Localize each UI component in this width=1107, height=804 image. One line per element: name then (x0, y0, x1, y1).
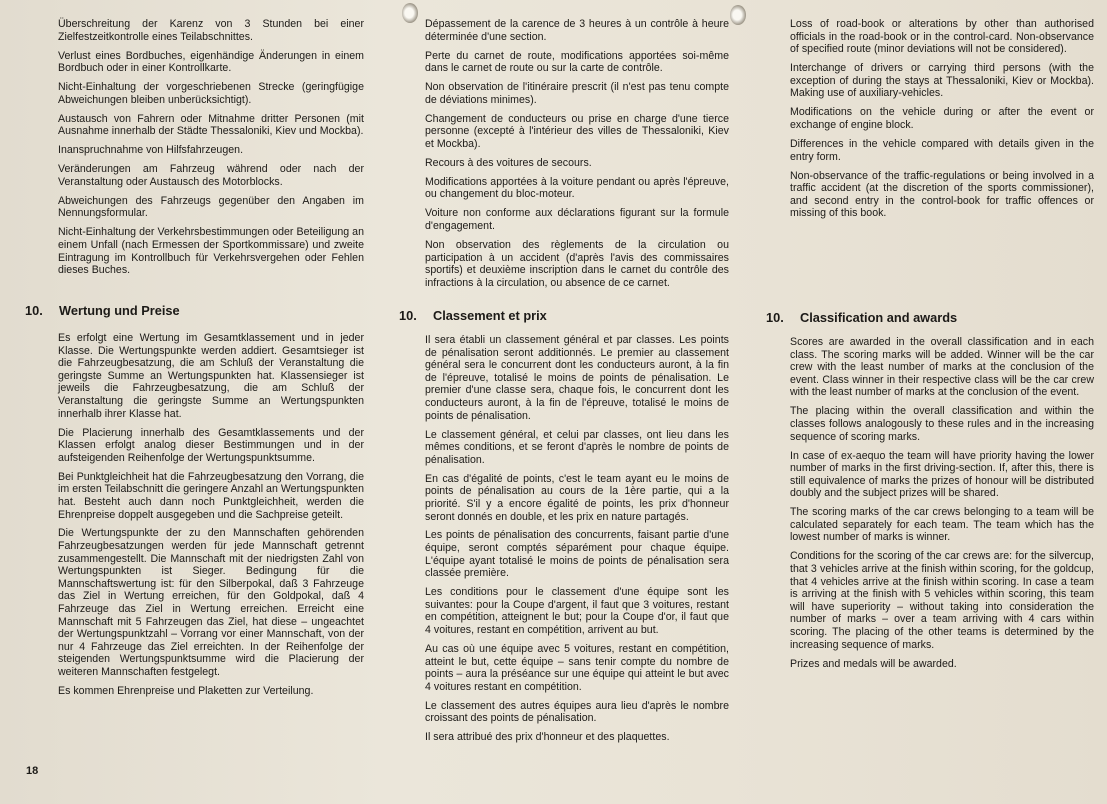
german-paragraph: Verlust eines Bordbuches, eigenhändige Änderungen in einem Bordbuch oder in einer Kontrollkarte. (58, 49, 364, 75)
french-paragraph: Dépassement de la carence de 3 heures à un contrôle à heure déterminée d'une section. (425, 18, 729, 43)
english-paragraph: Interchange of drivers or carrying third persons (with the exception of during the stays at Thessaloniki, Kiev or Mockba). Making use of auxiliary-vehicles. (790, 62, 1094, 100)
section-title: Wertung und Preise (59, 303, 180, 318)
german-body-column (58, 332, 364, 704)
english-intro-column (790, 18, 1094, 226)
french-paragraph: Le classement des autres équipes aura lieu d'après le nombre croissant des points de pénalisation. (425, 699, 729, 725)
english-paragraph: The placing within the overall classification and within the classes follows analogously to these rules and in the increasing sequence of scoring marks. (790, 405, 1094, 443)
english-paragraph: Prizes and medals will be awarded. (790, 657, 957, 670)
german-section-heading (25, 303, 180, 318)
french-section-heading (399, 308, 547, 323)
section-title: Classement et prix (433, 308, 547, 323)
german-intro-column (58, 18, 364, 283)
german-paragraph: Bei Punktgleichheit hat die Fahrzeugbesatzung den Vorrang, die im ersten Teilabschnitt die geringere Anzahl an Wertungspunkten hat. Besteht auch dann noch Punktgleichheit, werden die Ehrenpreise doppelt ausgegeben und die Sachpreise geteilt. (58, 470, 364, 521)
english-paragraph: Modifications on the vehicle during or after the event or exchange of engine block. (790, 106, 1094, 131)
german-paragraph: Es kommen Ehrenpreise und Plaketten zur Verteilung. (58, 685, 314, 697)
french-paragraph: Le classement général, et celui par classes, ont lieu dans les mêmes conditions, et se feront d'après le nombre de points de pénalisation. (425, 428, 729, 466)
german-paragraph: Abweichungen des Fahrzeugs gegenüber den Angaben im Nennungsformular. (58, 194, 364, 220)
french-paragraph: Perte du carnet de route, modifications apportées soi-même dans le carnet de route ou sur la carte de contrôle. (425, 49, 729, 75)
french-paragraph: Il sera attribué des prix d'honneur et des plaquettes. (425, 731, 670, 744)
section-number: 10. (399, 308, 417, 323)
english-paragraph: Non-observance of the traffic-regulations or being involved in a traffic accident (at the discretion of the sports commissioner), and second entry in the control-book for traffic offences or missing of this book. (790, 169, 1094, 220)
english-paragraph: In case of ex-aequo the team will have priority having the lower number of marks in the first driving-section. If, after this, there is still equivalence of marks the prizes of honour will be distributed doubly and the subject prizes will be shared. (790, 449, 1094, 500)
section-number: 10. (766, 310, 784, 325)
french-paragraph: Les conditions pour le classement d'une équipe sont les suivantes: pour la Coupe d'argent, il faut que 3 voitures, restant en compétition, atteignent le but; pour la Coupe d'or, il faut que 4 voitures, restant en compétition, arrivent au but. (425, 586, 729, 637)
french-paragraph: Les points de pénalisation des concurrents, faisant partie d'une équipe, seront comptés séparément pour chaque équipe. L'équipe ayant totalisé le moins de points de pénalisation sera classée première. (425, 529, 729, 580)
english-section-heading (766, 310, 957, 325)
english-paragraph: Differences in the vehicle compared with details given in the entry form. (790, 137, 1094, 163)
french-paragraph: Non observation des règlements de la circulation ou participation à un accident (d'après l'avis des commissaires sportifs) et deuxième inscription dans le carnet du contrôle des infractions à la circulation, ou absence de ce carnet. (425, 239, 729, 289)
english-paragraph: Conditions for the scoring of the car crews are: for the silvercup, that 3 vehicles arrive at the finish within scoring, for the goldcup, that 4 vehicles arrive at the finish within scoring. In case a team is arriving at the finish with 5 vehicles within scoring, this team will have superiority – without taking into consideration the number of marks – over a team arriving with 4 cars within scoring. The placing of the other teams is determined by the increasing sequence of marks. (790, 550, 1094, 651)
french-paragraph: Il sera établi un classement général et par classes. Les points de pénalisation seront additionnés. Le premier au classement général sera le concurrent dont les conducteurs auront, à la fin de l'épreuve, totalisé le moins de points de pénalisation. Le premier d'une classe sera, chaque fois, le concurrent dont les conducteurs auront, à la fin de l'épreuve, totalisé le moins de points de pénalisation. (425, 334, 729, 422)
french-body-column (425, 334, 729, 750)
german-paragraph: Nicht-Einhaltung der Verkehrsbestimmungen oder Beteiligung an einem Unfall (nach Ermessen der Sportkommissare) und zweite Eintragung im Kontrollbuch für Verkehrsvergehen oder Fehlen dieses Buches. (58, 226, 364, 277)
german-paragraph: Die Placierung innerhalb des Gesamtklassements und der Klassen erfolgt analog dieser Bestimmungen und in der aufsteigenden Reihenfolge der Wertungspunktsumme. (58, 426, 364, 464)
french-paragraph: Changement de conducteurs ou prise en charge d'une tierce personne (excepté à l'intérieur des villes de Thessaloniki, Kiev et Mockba). (425, 112, 729, 150)
english-paragraph: Scores are awarded in the overall classification and in each class. The scoring marks will be added. Winner will be the car crew with the least number of marks at the conclusion of the event. Class winner in their respective class will be the car crew with the least number of marks at the conclusion of the event. (790, 336, 1094, 399)
german-paragraph: Es erfolgt eine Wertung im Gesamtklassement und in jeder Klasse. Die Wertungspunkte werden addiert. Gesamtsieger ist die Fahrzeugbesatzung, die am Schluß der Veranstaltung die geringste Summe an Wertungspunkten hat. Klassensieger ist jeweils die Fahrzeugbesatzung, die am Schluß der Veranstaltung die geringste Summe an Wertungspunkten innerhalb ihrer Klasse hat. (58, 332, 364, 420)
section-title: Classification and awards (800, 310, 958, 325)
french-paragraph: Voiture non conforme aux déclarations figurant sur la formule d'engagement. (425, 207, 729, 233)
french-intro-column (425, 18, 729, 296)
english-paragraph: The scoring marks of the car crews belonging to a team will be calculated separately for each team. The team which has the lowest number of marks is winner. (790, 506, 1094, 544)
section-number: 10. (25, 303, 43, 318)
german-paragraph: Nicht-Einhaltung der vorgeschriebenen Strecke (geringfügige Abweichungen bleiben unberücksichtigt). (58, 81, 364, 106)
binder-hole (402, 3, 418, 23)
page-number: 18 (26, 765, 39, 777)
french-paragraph: En cas d'égalité de points, c'est le team ayant eu le moins de points de pénalisation au cours de la 1ère partie, qui a la priorité. S'il y a encore égalité de points, les prix d'honneur seront donnés en double, et les prix en nature partagés. (425, 472, 729, 523)
german-paragraph: Austausch von Fahrern oder Mitnahme dritter Personen (mit Ausnahme innerhalb der Städte Thessaloniki, Kiev und Mockba). (58, 112, 364, 138)
english-body-column (790, 336, 1094, 677)
french-paragraph: Modifications apportées à la voiture pendant ou après l'épreuve, ou changement du bloc-moteur. (425, 175, 729, 201)
french-paragraph: Au cas où une équipe avec 5 voitures, restant en compétition, atteint le but, cette équipe – sans tenir compte du nombre de points – aura la préséance sur une équipe qui atteint le but avec 4 voitures restant en compétition. (425, 643, 729, 693)
french-paragraph: Non observation de l'itinéraire prescrit (il n'est pas tenu compte de déviations minimes). (425, 81, 729, 106)
english-paragraph: Loss of road-book or alterations by other than authorised officials in the road-book or in the control-card. Non-observance of specified route (minor deviations will not be considered). (790, 18, 1094, 56)
french-paragraph: Recours à des voitures de secours. (425, 156, 592, 169)
german-paragraph: Die Wertungspunkte der zu den Mannschaften gehörenden Fahrzeugbesatzungen werden für jede Mannschaft getrennt zusammengestellt. Die Mannschaft mit der niedrigsten Zahl von Wertungspunkten ist Sieger. Bedingung für die Mannschaftswertung ist: für den Silberpokal, daß 3 Fahrzeuge das Ziel in Wertung erreichen, für den Goldpokal, daß 4 Fahrzeuge das Ziel in Wertung erreichen. Erreicht eine Mannschaft mit 5 Fahrzeugen das Ziel, hat diese – ungeachtet der Wertungspunktzahl – Vorrang vor einer Mannschaft, von der nur 4 Fahrzeuge das Ziel erreichten. In der Reihenfolge der steigenden Wertungspunktsumme wird die Placierung der weiteren Mannschaften festgelegt. (58, 527, 364, 679)
binder-hole (730, 5, 746, 25)
german-paragraph: Inanspruchnahme von Hilfsfahrzeugen. (58, 144, 244, 157)
german-paragraph: Veränderungen am Fahrzeug während oder nach der Veranstaltung oder Austausch des Motorblocks. (58, 163, 364, 188)
german-paragraph: Überschreitung der Karenz von 3 Stunden bei einer Zielfestzeitkontrolle eines Teilabschnittes. (58, 18, 364, 43)
